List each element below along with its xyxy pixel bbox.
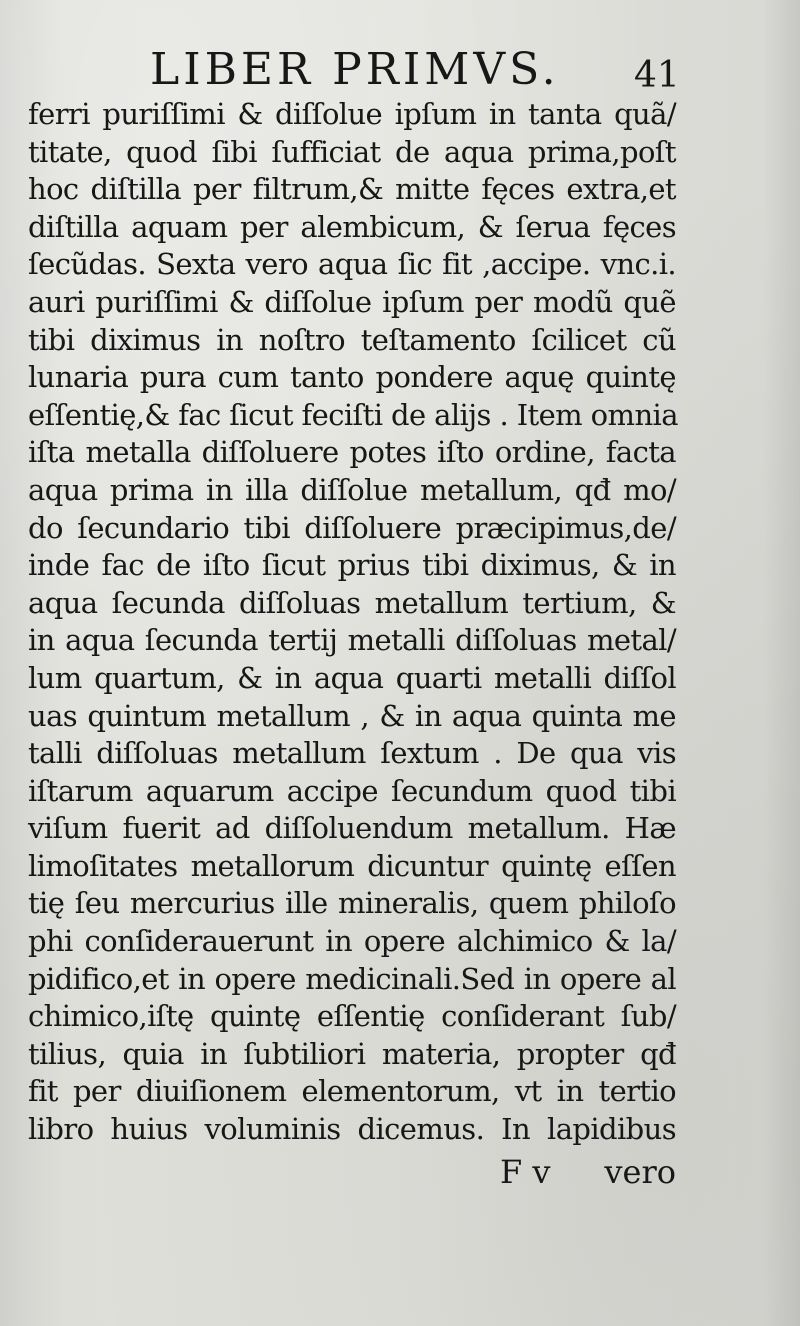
text-line: libro huius voluminis dicemus. In lapidibus (28, 1112, 676, 1147)
show-through-ink (30, 1170, 170, 1198)
text-line: aqua ſecunda diſſoluas metallum tertium, & (28, 585, 676, 620)
text-line: lum quartum, & in aqua quarti metalli diſſol (28, 660, 676, 695)
text-line: hoc diſtilla per filtrum,& mitte fęces extra,et (28, 172, 676, 207)
text-line: phi conſiderauerunt in opere alchimico & la/ (28, 924, 676, 959)
main-text (28, 96, 676, 1149)
text-line: chimico,iſtę quintę eſſentię conſiderant ſub/ (28, 999, 676, 1034)
text-line: iſtarum aquarum accipe ſecundum quod tibi (28, 773, 676, 808)
running-head: LIBER PRIMVS. (150, 44, 560, 95)
text-line: ferri puriſſimi & diſſolue ipſum in tanta quã/ (28, 97, 676, 131)
page-edge-shadow (762, 0, 800, 1326)
signature-mark: F v (500, 1153, 551, 1191)
text-line: limoſitates metallorum dicuntur quintę eſſen (28, 848, 676, 883)
text-line: inde fac de iſto ſicut prius tibi diximus, & in (28, 548, 676, 583)
text-line: in aqua ſecunda tertij metalli diſſoluas metal/ (28, 623, 676, 658)
text-line: lunaria pura cum tanto pondere aquę quintę (28, 360, 676, 395)
text-line: do ſecundario tibi diſſoluere præcipimus,de/ (28, 510, 676, 545)
text-line: titate, quod ſibi ſufficiat de aqua prima,poſt (28, 134, 676, 169)
text-line: tibi diximus in noſtro teſtamento ſcilicet cũ (28, 322, 676, 357)
text-line: iſta metalla diſſoluere potes iſto ordine, facta (28, 435, 676, 470)
text-line: tilius, quia in ſubtiliori materia, propter qđ (28, 1036, 676, 1071)
text-line: talli diſſoluas metallum ſextum . De qua vis (28, 736, 676, 771)
text-line: eſſentię,& fac ſicut feciſti de alijs . Item omnia (28, 397, 678, 432)
page-number: 41 (634, 55, 680, 96)
text-line: tię ſeu mercurius ille mineralis, quem philoſo (28, 886, 676, 921)
text-line: diſtilla aquam per alembicum, & ſerua fęces (28, 209, 676, 244)
catchword-line (500, 1152, 676, 1192)
catchword: vero (604, 1153, 676, 1191)
text-line: fit per diuiſionem elementorum, vt in tertio (28, 1074, 676, 1109)
text-line: aqua prima in illa diſſolue metallum, qđ mo/ (28, 472, 676, 507)
text-line: auri puriſſimi & diſſolue ipſum per modũ quẽ (28, 284, 676, 319)
text-line: viſum fuerit ad diſſoluendum metallum. Hæ (28, 811, 676, 846)
text-line: uas quintum metallum , & in aqua quinta me (28, 698, 676, 733)
text-line: pidifico,et in opere medicinali.Sed in opere al (28, 961, 676, 996)
text-line: ſecũdas. Sexta vero aqua ſic fit ,accipe. vnc.i. (28, 247, 676, 282)
